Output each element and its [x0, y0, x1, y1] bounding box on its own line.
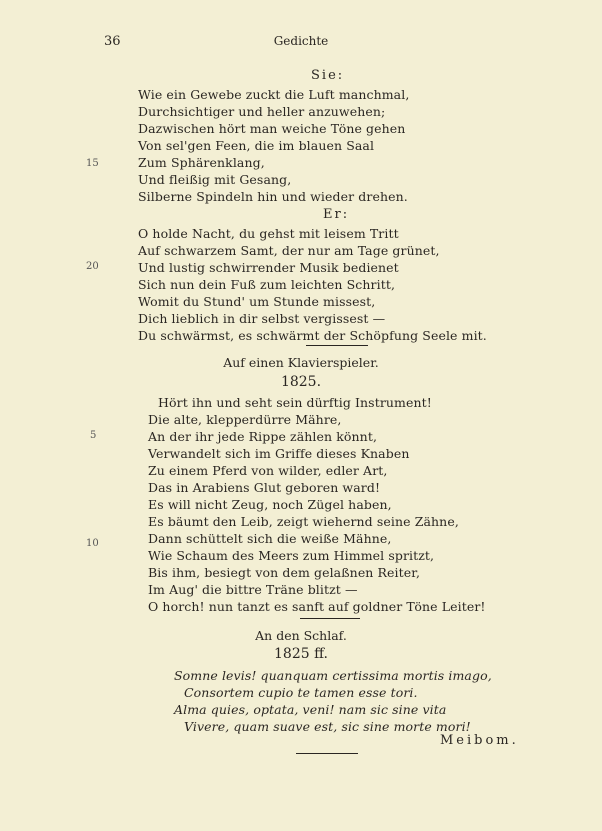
running-title: Gedichte	[273, 34, 329, 48]
verse-line: Verwandelt sich im Griffe dieses Knaben	[148, 446, 410, 461]
verse-line: Und fleißig mit Gesang,	[138, 172, 292, 187]
section-rule	[300, 618, 360, 619]
verse-line: Durchsichtiger und heller anzuwehen;	[138, 104, 386, 119]
section-rule	[296, 753, 358, 754]
line-number: 5	[90, 430, 97, 441]
page-number: 36	[104, 34, 121, 49]
verse-line: Die alte, klepperdürre Mähre,	[148, 412, 342, 427]
latin-line: Consortem cupio te tamen esse tori.	[184, 685, 418, 700]
verse-line: O holde Nacht, du gehst mit leisem Tritt	[138, 226, 399, 241]
verse-line: Wie Schaum des Meers zum Himmel spritzt,	[148, 548, 435, 563]
poem-title-schlaf: An den Schlaf.	[255, 628, 347, 643]
verse-line: Auf schwarzem Samt, der nur am Tage grünet,	[138, 243, 440, 258]
poem-year-schlaf: 1825 ff.	[274, 646, 328, 662]
verse-line: O horch! nun tanzt es sanft auf goldner Töne Leiter!	[148, 599, 486, 614]
section-rule	[306, 345, 368, 346]
speaker-he: Er:	[323, 207, 350, 222]
verse-line: Im Aug' die bittre Träne blitzt —	[148, 582, 358, 597]
poem-year-klavier: 1825.	[280, 374, 322, 390]
verse-line: Es will nicht Zeug, noch Zügel haben,	[148, 497, 392, 512]
verse-line: Du schwärmst, es schwärmt der Schöpfung Seele mit.	[138, 328, 487, 343]
verse-line: Bis ihm, besiegt von dem gelaßnen Reiter,	[148, 565, 421, 580]
verse-line: An der ihr jede Rippe zählen könnt,	[148, 429, 378, 444]
latin-line: Somne levis! quanquam certissima mortis imago,	[174, 668, 492, 683]
speaker-she: Sie:	[311, 68, 345, 83]
running-head	[0, 34, 602, 52]
signature: Meibom.	[440, 733, 519, 748]
verse-line: Hört ihn und seht sein dürftig Instrument!	[158, 395, 432, 410]
verse-line: Silberne Spindeln hin und wieder drehen.	[138, 189, 408, 204]
line-number: 10	[86, 538, 99, 549]
verse-line: Und lustig schwirrender Musik bedienet	[138, 260, 399, 275]
verse-line: Zum Sphärenklang,	[138, 155, 265, 170]
verse-line: Dann schüttelt sich die weiße Mähne,	[148, 531, 392, 546]
verse-line: Dazwischen hört man weiche Töne gehen	[138, 121, 406, 136]
verse-line: Sich nun dein Fuß zum leichten Schritt,	[138, 277, 396, 292]
latin-line: Alma quies, optata, veni! nam sic sine vita	[174, 702, 447, 717]
verse-line: Zu einem Pferd von wilder, edler Art,	[148, 463, 388, 478]
poem-title-klavier: Auf einen Klavierspieler.	[223, 355, 379, 370]
verse-line: Wie ein Gewebe zuckt die Luft manchmal,	[138, 87, 410, 102]
line-number: 20	[86, 261, 99, 272]
verse-line: Womit du Stund' um Stunde missest,	[138, 294, 376, 309]
verse-line: Dich lieblich in dir selbst vergissest —	[138, 311, 386, 326]
verse-line: Es bäumt den Leib, zeigt wiehernd seine Zähne,	[148, 514, 459, 529]
verse-line: Das in Arabiens Glut geboren ward!	[148, 480, 381, 495]
latin-line: Vivere, quam suave est, sic sine morte mori!	[184, 719, 471, 734]
line-number: 15	[86, 158, 99, 169]
verse-line: Von sel'gen Feen, die im blauen Saal	[138, 138, 375, 153]
